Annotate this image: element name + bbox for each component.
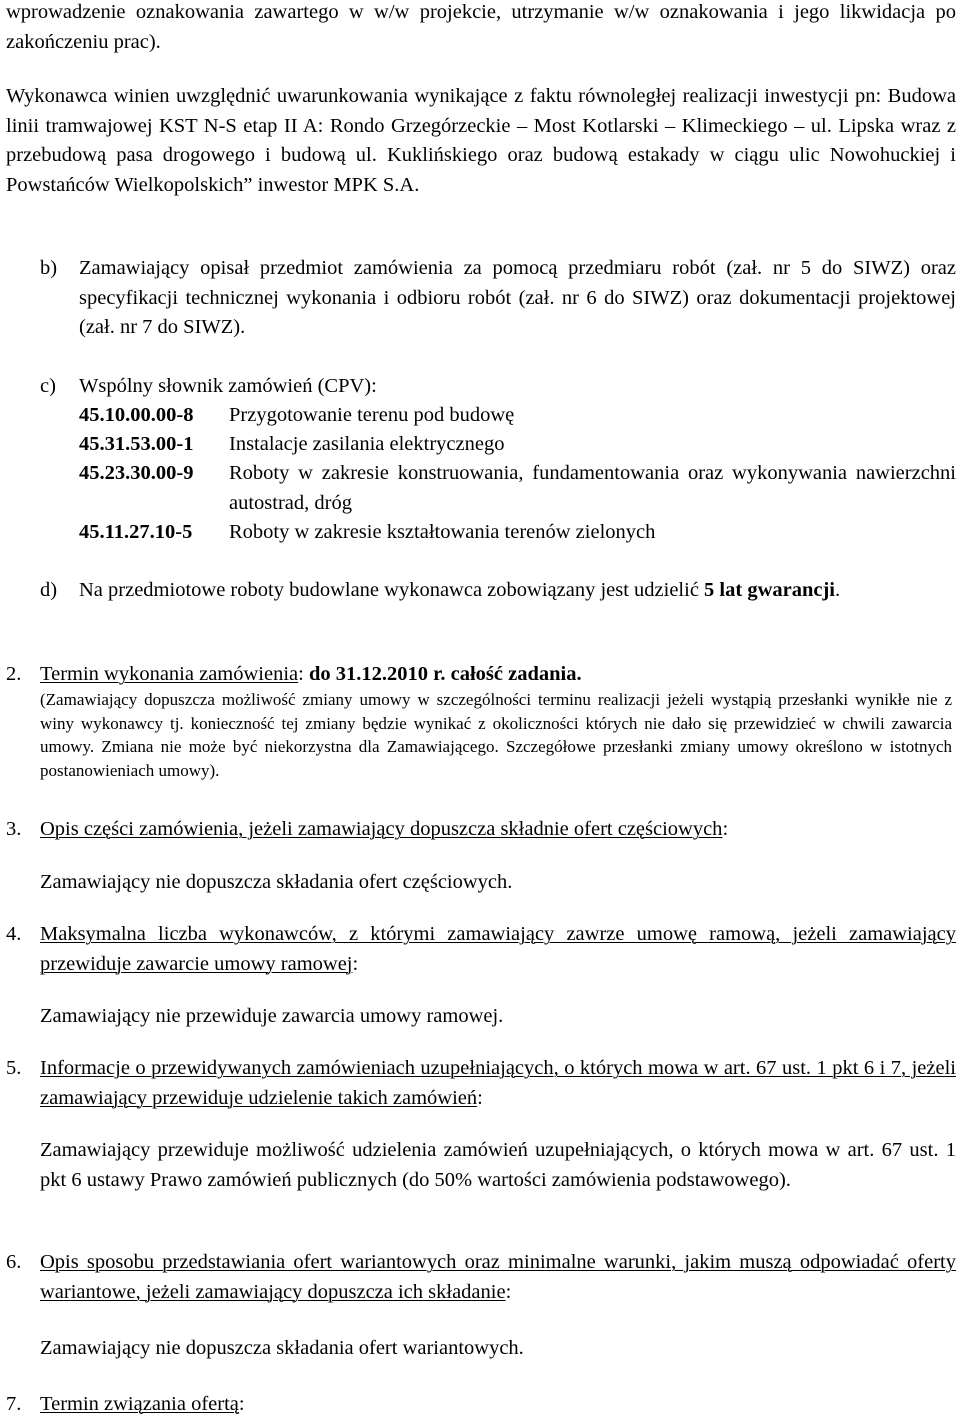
section-4-answer: Zamawiający nie przewiduje zawarcia umowy ramowej. xyxy=(40,1005,504,1027)
item-c-label: c) xyxy=(40,375,56,397)
section-6-title: Opis sposobu przedstawiania ofert wariantowych oraz minimalne warunki, jakim muszą odpowiadać oferty wariantowe, jeżeli zamawiający dopuszcza ich składanie xyxy=(40,1251,956,1303)
section-3-heading xyxy=(40,815,956,845)
item-b-text: Zamawiający opisał przedmiot zamówienia za pomocą przedmiaru robót (zał. nr 5 do SIWZ) oraz specyfikacji technicznej wykonania i odbioru robót (zał. nr 6 do SIWZ) oraz dokumentacji projektowej (zał. nr 7 do SIWZ). xyxy=(79,257,956,338)
intro-continuation: wprowadzenie oznakowania zawartego w w/w projekcie, utrzymanie w/w oznakowania i jego likwidacja po zakończeniu prac). xyxy=(6,1,956,53)
cpv-code: 45.31.53.00-1 xyxy=(79,433,194,455)
item-b-label: b) xyxy=(40,257,58,279)
cpv-description: Instalacje zasilania elektrycznego xyxy=(229,433,505,455)
cpv-description: Przygotowanie terenu pod budowę xyxy=(229,404,515,426)
section-3-title: Opis części zamówienia, jeżeli zamawiający dopuszcza składnie ofert częściowych xyxy=(40,818,723,840)
item-d-text xyxy=(79,576,956,606)
completion-deadline: do 31.12.2010 r. całość zadania. xyxy=(308,663,582,685)
section-3-colon: : xyxy=(722,818,729,840)
section-7-colon: : xyxy=(238,1393,245,1415)
wykonawca-paragraph: Wykonawca winien uwzględnić uwarunkowania wynikające z faktu równoległej realizacji inwestycji pn: Budowa linii tramwajowej KST N-S etap II A: Rondo Grzegórzeckie – Most Kotlarski – Klimeckiego – ul. Lipska wraz z przebudową pasa drogowego i budową ul. Kuklińskiego oraz budową estakady w ciągu ulic Nowohuckiej i Powstańców Wielkopolskich” inwestor MPK S.A. xyxy=(6,85,956,196)
section-5-heading xyxy=(40,1054,956,1113)
cpv-heading: Wspólny słownik zamówień (CPV): xyxy=(79,375,377,397)
section-2-colon: : xyxy=(298,663,309,685)
section-4-number: 4. xyxy=(6,923,22,945)
section-2-note: (Zamawiający dopuszcza możliwość zmiany umowy w szczególności terminu realizacji jeżeli wystąpią przesłanki wynikłe nie z winy wykonawcy tj. konieczność tej zmiany będzie wynikać z okoliczności których nie dało się przewidzieć w chwili zawarcia umowy. Zmiana nie może być niekorzystna dla Zamawiającego. Szczegółowe przesłanki zmiany umowy określono w istotnych postanowieniach umowy). xyxy=(40,690,952,780)
section-6-answer: Zamawiający nie dopuszcza składania ofert wariantowych. xyxy=(40,1337,524,1359)
item-d-label: d) xyxy=(40,579,58,601)
item-d-tail: . xyxy=(835,579,841,601)
section-6-number: 6. xyxy=(6,1251,22,1273)
cpv-description: Roboty w zakresie konstruowania, fundamentowania oraz wykonywania nawierzchni autostrad, dróg xyxy=(229,462,956,514)
section-2-title: Termin wykonania zamówienia xyxy=(40,663,299,685)
section-4-colon: : xyxy=(352,952,359,975)
section-4-heading xyxy=(40,920,956,979)
section-6-heading xyxy=(40,1248,956,1307)
section-2-number: 2. xyxy=(6,663,22,685)
section-5-colon: : xyxy=(477,1086,483,1109)
section-3-answer: Zamawiający nie dopuszcza składania ofert częściowych. xyxy=(40,871,513,893)
cpv-code: 45.11.27.10-5 xyxy=(79,521,193,543)
section-3-number: 3. xyxy=(6,818,22,840)
cpv-code: 45.10.00.00-8 xyxy=(79,404,194,426)
warranty-period: 5 lat gwarancji xyxy=(704,579,835,601)
section-7-number: 7. xyxy=(6,1393,22,1415)
section-5-answer: Zamawiający przewiduje możliwość udzielenia zamówień uzupełniających, o których mowa w art. 67 ust. 1 pkt 6 ustawy Prawo zamówień publicznych (do 50% wartości zamówienia podstawowego). xyxy=(40,1139,956,1191)
cpv-code: 45.23.30.00-9 xyxy=(79,462,194,484)
section-7-title: Termin związania ofertą xyxy=(40,1393,239,1415)
cpv-description: Roboty w zakresie kształtowania terenów zielonych xyxy=(229,521,656,543)
section-4-title: Maksymalna liczba wykonawców, z którymi zamawiający zawrze umowę ramową, jeżeli zamawiający przewiduje zawarcie umowy ramowej xyxy=(40,923,956,975)
section-5-title: Informacje o przewidywanych zamówieniach uzupełniających, o których mowa w art. 67 ust. 1 pkt 6 i 7, jeżeli zamawiający przewiduje udzielenie takich zamówień xyxy=(40,1057,956,1109)
section-6-colon: : xyxy=(505,1280,512,1303)
section-2-heading xyxy=(40,660,956,690)
section-5-number: 5. xyxy=(6,1057,22,1079)
item-d-body: Na przedmiotowe roboty budowlane wykonawca zobowiązany jest udzielić xyxy=(79,579,705,601)
section-7-heading xyxy=(40,1390,956,1420)
